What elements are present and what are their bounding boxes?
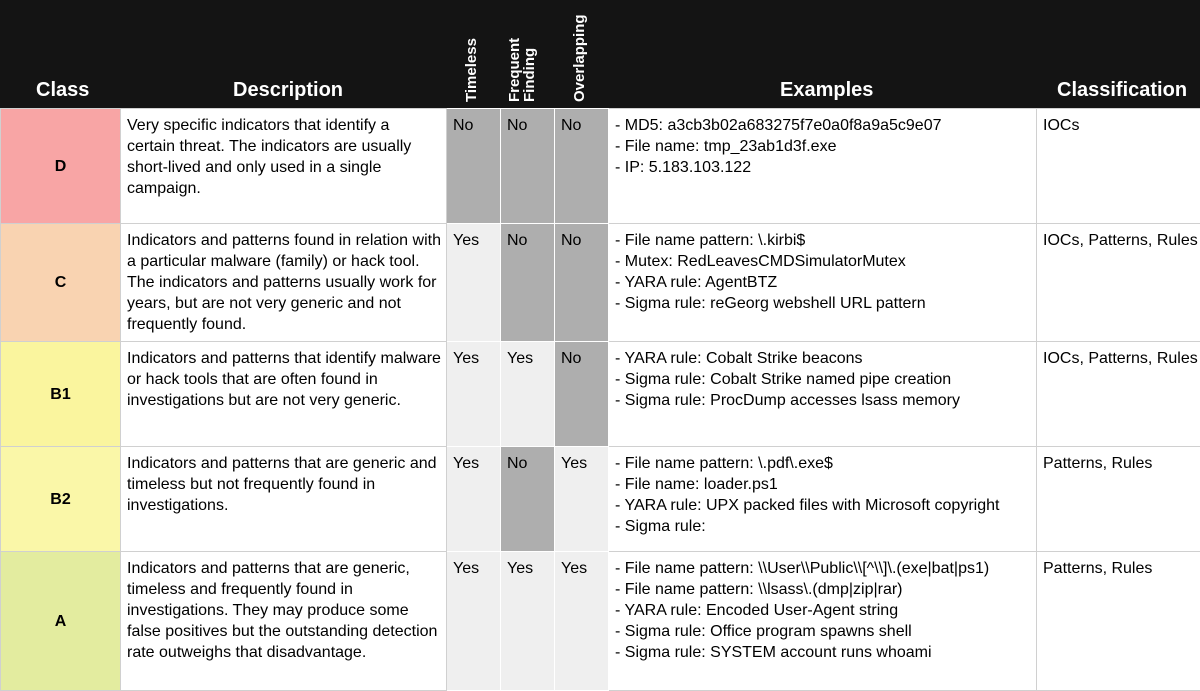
example-item: - YARA rule: Encoded User-Agent string xyxy=(615,600,1032,621)
class-cell: B1 xyxy=(1,342,121,447)
example-item: - Mutex: RedLeavesCMDSimulatorMutex xyxy=(615,251,1032,272)
example-item: - File name pattern: \\lsass\.(dmp|zip|rar) xyxy=(615,579,1032,600)
table-row xyxy=(1,342,1200,447)
example-item: - MD5: a3cb3b02a683275f7e0a0f8a9a5c9e07 xyxy=(615,115,1032,136)
timeless-cell: No xyxy=(447,109,501,224)
table-row xyxy=(1,109,1200,224)
frequent-cell: No xyxy=(501,109,555,224)
example-item: - YARA rule: Cobalt Strike beacons xyxy=(615,348,1032,369)
frequent-cell: Yes xyxy=(501,342,555,447)
header-description: Description xyxy=(233,79,343,102)
example-item: - YARA rule: AgentBTZ xyxy=(615,272,1032,293)
overlapping-cell: No xyxy=(555,342,609,447)
classification-cell: Patterns, Rules xyxy=(1037,552,1200,691)
example-item: - Sigma rule: Cobalt Strike named pipe creation xyxy=(615,369,1032,390)
class-cell: D xyxy=(1,109,121,224)
header-timeless: Timeless xyxy=(464,22,479,102)
description-cell: Indicators and patterns that are generic and timeless but not frequently found in investigations. xyxy=(121,447,447,552)
header-frequent-finding: Frequent Finding xyxy=(507,22,541,102)
example-item: - File name: tmp_23ab1d3f.exe xyxy=(615,136,1032,157)
table-row xyxy=(1,447,1200,552)
timeless-cell: Yes xyxy=(447,447,501,552)
description-cell: Very specific indicators that identify a certain threat. The indicators are usually short-lived and only used in a single campaign. xyxy=(121,109,447,224)
timeless-cell: Yes xyxy=(447,224,501,342)
frequent-cell: No xyxy=(501,447,555,552)
timeless-cell: Yes xyxy=(447,342,501,447)
overlapping-cell: No xyxy=(555,109,609,224)
examples-cell xyxy=(609,224,1037,342)
classification-cell: IOCs, Patterns, Rules xyxy=(1037,224,1200,342)
description-cell: Indicators and patterns that are generic, timeless and frequently found in investigations. They may produce some false positives but the outstanding detection rate outweighs that disadvantage. xyxy=(121,552,447,691)
header-overlapping: Overlapping xyxy=(572,2,587,102)
classification-cell: IOCs xyxy=(1037,109,1200,224)
table-header xyxy=(0,0,1200,108)
example-item: - File name pattern: \.pdf\.exe$ xyxy=(615,453,1032,474)
example-item: - Sigma rule: xyxy=(615,516,1032,537)
frequent-cell: No xyxy=(501,224,555,342)
example-item: - Sigma rule: ProcDump accesses lsass memory xyxy=(615,390,1032,411)
header-examples: Examples xyxy=(780,79,873,102)
example-item: - Sigma rule: Office program spawns shell xyxy=(615,621,1032,642)
examples-cell xyxy=(609,447,1037,552)
overlapping-cell: No xyxy=(555,224,609,342)
examples-cell xyxy=(609,109,1037,224)
frequent-cell: Yes xyxy=(501,552,555,691)
example-item: - Sigma rule: reGeorg webshell URL pattern xyxy=(615,293,1032,314)
table-row xyxy=(1,224,1200,342)
class-cell: A xyxy=(1,552,121,691)
example-item: - Sigma rule: SYSTEM account runs whoami xyxy=(615,642,1032,663)
overlapping-cell: Yes xyxy=(555,552,609,691)
example-item: - File name pattern: \.kirbi$ xyxy=(615,230,1032,251)
example-item: - File name: loader.ps1 xyxy=(615,474,1032,495)
description-cell: Indicators and patterns found in relation with a particular malware (family) or hack tool. The indicators and patterns usually work for years, but are not very generic and not frequently found. xyxy=(121,224,447,342)
description-cell: Indicators and patterns that identify malware or hack tools that are often found in investigations but are not very generic. xyxy=(121,342,447,447)
example-item: - YARA rule: UPX packed files with Microsoft copyright xyxy=(615,495,1032,516)
example-item: - File name pattern: \\User\\Public\\[^\\]\.(exe|bat|ps1) xyxy=(615,558,1032,579)
classification-cell: IOCs, Patterns, Rules xyxy=(1037,342,1200,447)
overlapping-cell: Yes xyxy=(555,447,609,552)
class-cell: C xyxy=(1,224,121,342)
classification-grid xyxy=(0,108,1200,691)
examples-cell xyxy=(609,342,1037,447)
header-class: Class xyxy=(36,79,89,102)
classification-cell: Patterns, Rules xyxy=(1037,447,1200,552)
examples-cell xyxy=(609,552,1037,691)
table-row xyxy=(1,552,1200,691)
class-cell: B2 xyxy=(1,447,121,552)
header-classification: Classification xyxy=(1057,79,1187,102)
example-item: - IP: 5.183.103.122 xyxy=(615,157,1032,178)
timeless-cell: Yes xyxy=(447,552,501,691)
